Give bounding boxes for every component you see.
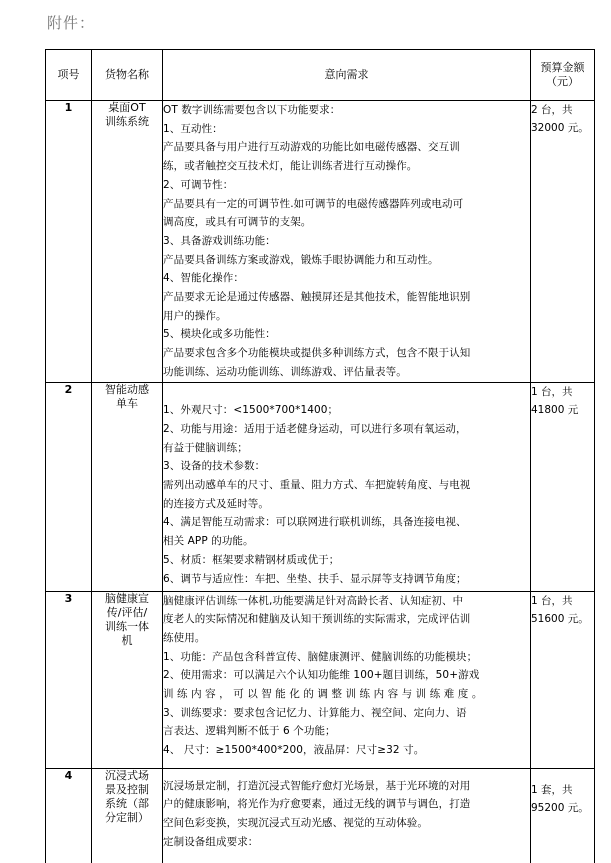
req-line: 2、使用需求：可以满足六个认知功能维 100+题目训练，50+游戏 [163,669,480,682]
header-requirement: 意向需求 [163,50,531,101]
req-line: 训 练 内 容 ， 可 以 智 能 化 的 调 整 训 练 内 容 与 训 练 难 度 。 [163,688,483,701]
item-name-line: 单车 [116,396,138,410]
req-line: 1、互动性： [163,122,223,135]
req-line: 沉浸场景定制，打造沉浸式智能疗愈灯光场景，基于光环境的对用 [163,779,471,792]
requirement-text [163,382,531,591]
budget-line: 1 套，共 [531,783,573,796]
budget-cell [531,768,595,863]
table-header-row [46,50,595,101]
req-line: 功能训练、运动功能训练、训练游戏、评估量表等。 [163,365,407,378]
req-line: 2、功能与用途：适用于适老健身运动，可以进行多项有氧运动， [163,422,467,435]
req-line: 度老人的实际情况和健脑及认知干预训练的实际需求，完成评估训 [163,613,471,626]
budget-line: 95200 元。 [531,801,589,814]
req-line: 6、调节与适应性：车把、坐垫、扶手、显示屏等支持调节角度； [163,572,467,585]
req-line: 4、 尺寸：≥1500*400*200，液晶屏：尺寸≥32 寸。 [163,744,425,757]
item-name-line: 系统（部 [105,796,149,810]
budget-line: 1 台，共 [531,594,573,607]
req-line: 产品要求无论是通过传感器、触摸屏还是其他技术，能智能地识别 [163,291,471,304]
req-line: 调高度，或具有可调节的支架。 [163,216,312,229]
table-row [46,768,595,863]
req-line: 产品要具有一定的可调节性.如可调节的电磁传感器阵列或电动可 [163,197,464,210]
req-line: 5、模块化或多功能性： [163,328,276,341]
req-line: 言表达、逻辑判断不低于 6 个功能； [163,725,336,738]
item-name-line: 智能动感 [105,382,149,396]
req-line: OT 数字训练需要包含以下功能要求： [163,104,341,116]
req-line: 的连接方式及延时等。 [163,497,269,510]
budget-line: 32000 元。 [531,122,589,134]
budget-line: 2 台，共 [531,104,573,116]
req-line: 用户的操作。 [163,309,227,322]
item-name-line: 景及控制 [105,782,149,796]
req-line: 相关 APP 的功能。 [163,535,254,548]
budget-line: 41800 元 [531,403,579,416]
item-name-line: 传/评估/ [106,605,148,619]
req-line: 3、训练要求：要求包含记忆力、计算能力、视空间、定向力、语 [163,706,467,719]
req-line: 户的健康影响，将光作为疗愈要素，通过无线的调节与调色，打造 [163,798,471,811]
req-line: 定制设备组成要求： [163,835,259,848]
header-budget [531,50,595,101]
item-name [92,101,163,383]
item-name-line: 脑健康宣 [105,591,149,605]
req-line: 产品要具备与用户进行互动游戏的功能比如电磁传感器、交互训 [163,141,460,154]
req-line: 需列出动感单车的尺寸、重量、阻力方式、车把旋转角度、与电视 [163,479,471,492]
item-name [92,591,163,768]
table-row [46,591,595,768]
req-line: 产品要求包含多个功能模块或提供多种训练方式，包含不限于认知 [163,347,471,360]
req-line: 1、功能：产品包含科普宣传、脑健康测评、健脑训练的功能模块； [163,650,478,663]
req-line: 3、具备游戏训练功能： [163,234,276,247]
row-number: 1 [46,101,92,383]
procurement-table [45,49,595,863]
item-name-line: 桌面OT [108,101,146,114]
budget-cell [531,382,595,591]
item-name [92,768,163,863]
req-line: 4、智能化操作： [163,272,244,285]
budget-cell [531,591,595,768]
header-name: 货物名称 [92,50,163,101]
budget-cell [531,101,595,383]
req-line: 练使用。 [163,631,206,644]
table-row [46,101,595,383]
requirement-text [163,591,531,768]
req-line: 有益于健脑训练； [163,441,248,454]
table-row [46,382,595,591]
req-line: 产品要具备训练方案或游戏，锻炼手眼协调能力和互动性。 [163,253,439,266]
header-no: 项号 [46,50,92,101]
budget-line: 1 台，共 [531,385,573,398]
requirement-text [163,768,531,863]
req-line: 空间色彩变换，实现沉浸式互动光感、视觉的互动体验。 [163,816,428,829]
req-line: 练，或者触控交互技术灯，能让训练者进行互动操作。 [163,160,418,173]
item-name-line: 分定制） [105,810,149,824]
item-name-line: 训练一体 [105,619,149,633]
req-line: 脑健康评估训练一体机,功能要满足针对高龄长者、认知症初、中 [163,594,464,607]
req-line: 5、材质：框架要求精钢材质或优于； [163,553,340,566]
req-line: 3、设备的技术参数： [163,460,266,473]
item-name-line: 沉浸式场 [105,768,149,782]
row-number: 4 [46,768,92,863]
header-budget-line2: （元） [546,75,579,88]
item-name-line: 训练系统 [105,115,149,128]
budget-line: 51600 元。 [531,612,589,625]
header-budget-line1: 预算金额 [540,61,585,74]
req-line: 4、满足智能互动需求：可以联网进行联机训练，具备连接电视、 [163,516,467,529]
row-number: 3 [46,591,92,768]
item-name-line: 机 [121,633,133,647]
req-line: 2、可调节性： [163,178,234,191]
row-number: 2 [46,382,92,591]
req-line [163,383,530,402]
requirement-text [163,101,531,383]
item-name [92,382,163,591]
page-title: 附件： [47,14,96,32]
req-line: 1、外观尺寸：<1500*700*1400； [163,404,339,417]
